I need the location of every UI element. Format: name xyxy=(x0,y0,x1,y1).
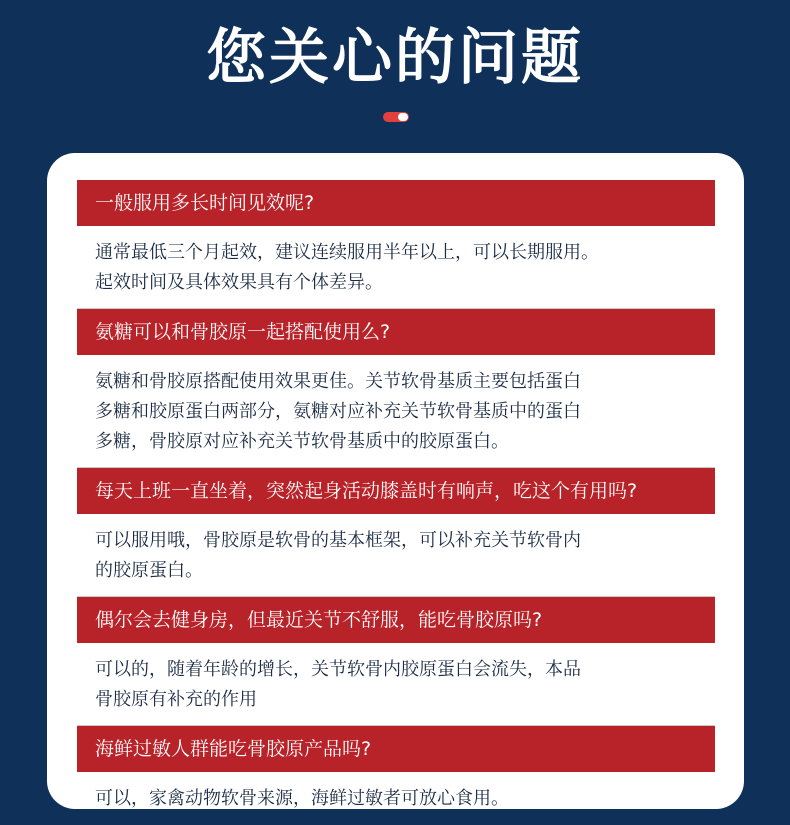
faq-answer-line: 多糖和胶原蛋白两部分，氨糖对应补充关节软骨基质中的蛋白 xyxy=(95,401,581,422)
faq-item xyxy=(77,597,715,726)
faq-question: 偶尔会去健身房，但最近关节不舒服，能吃骨胶原吗? xyxy=(77,597,715,643)
faq-question: 每天上班一直坐着，突然起身活动膝盖时有响声，吃这个有用吗? xyxy=(77,468,715,514)
faq-answer xyxy=(77,514,715,597)
faq-list xyxy=(77,180,715,824)
indicator-dot xyxy=(398,113,408,121)
faq-answer xyxy=(77,772,715,824)
faq-answer-line: 可以，家禽动物软骨来源，海鲜过敏者可放心食用。 xyxy=(95,788,509,809)
faq-answer xyxy=(77,226,715,309)
faq-question: 氨糖可以和骨胶原一起搭配使用么? xyxy=(77,309,715,355)
faq-answer xyxy=(77,355,715,468)
faq-answer-line: 起效时间及具体效果具有个体差异。 xyxy=(95,272,383,293)
faq-item xyxy=(77,180,715,309)
faq-card xyxy=(47,153,744,809)
faq-answer-line: 多糖，骨胶原对应补充关节软骨基质中的胶原蛋白。 xyxy=(95,431,509,452)
faq-item xyxy=(77,726,715,824)
faq-question: 海鲜过敏人群能吃骨胶原产品吗? xyxy=(77,726,715,772)
faq-answer-line: 通常最低三个月起效，建议连续服用半年以上，可以长期服用。 xyxy=(95,242,599,263)
faq-answer xyxy=(77,643,715,726)
faq-answer-line: 可以服用哦，骨胶原是软骨的基本框架，可以补充关节软骨内 xyxy=(95,530,581,551)
faq-answer-line: 可以的，随着年龄的增长，关节软骨内胶原蛋白会流失，本品 xyxy=(95,659,581,680)
faq-answer-line: 骨胶原有补充的作用 xyxy=(95,689,257,710)
title-indicator xyxy=(383,112,409,122)
faq-question: 一般服用多长时间见效呢? xyxy=(77,180,715,226)
faq-item xyxy=(77,468,715,597)
faq-item xyxy=(77,309,715,468)
faq-answer-line: 氨糖和骨胶原搭配使用效果更佳。关节软骨基质主要包括蛋白 xyxy=(95,371,581,392)
page-title: 您关心的问题 xyxy=(206,23,584,93)
faq-answer-line: 的胶原蛋白。 xyxy=(95,560,203,581)
